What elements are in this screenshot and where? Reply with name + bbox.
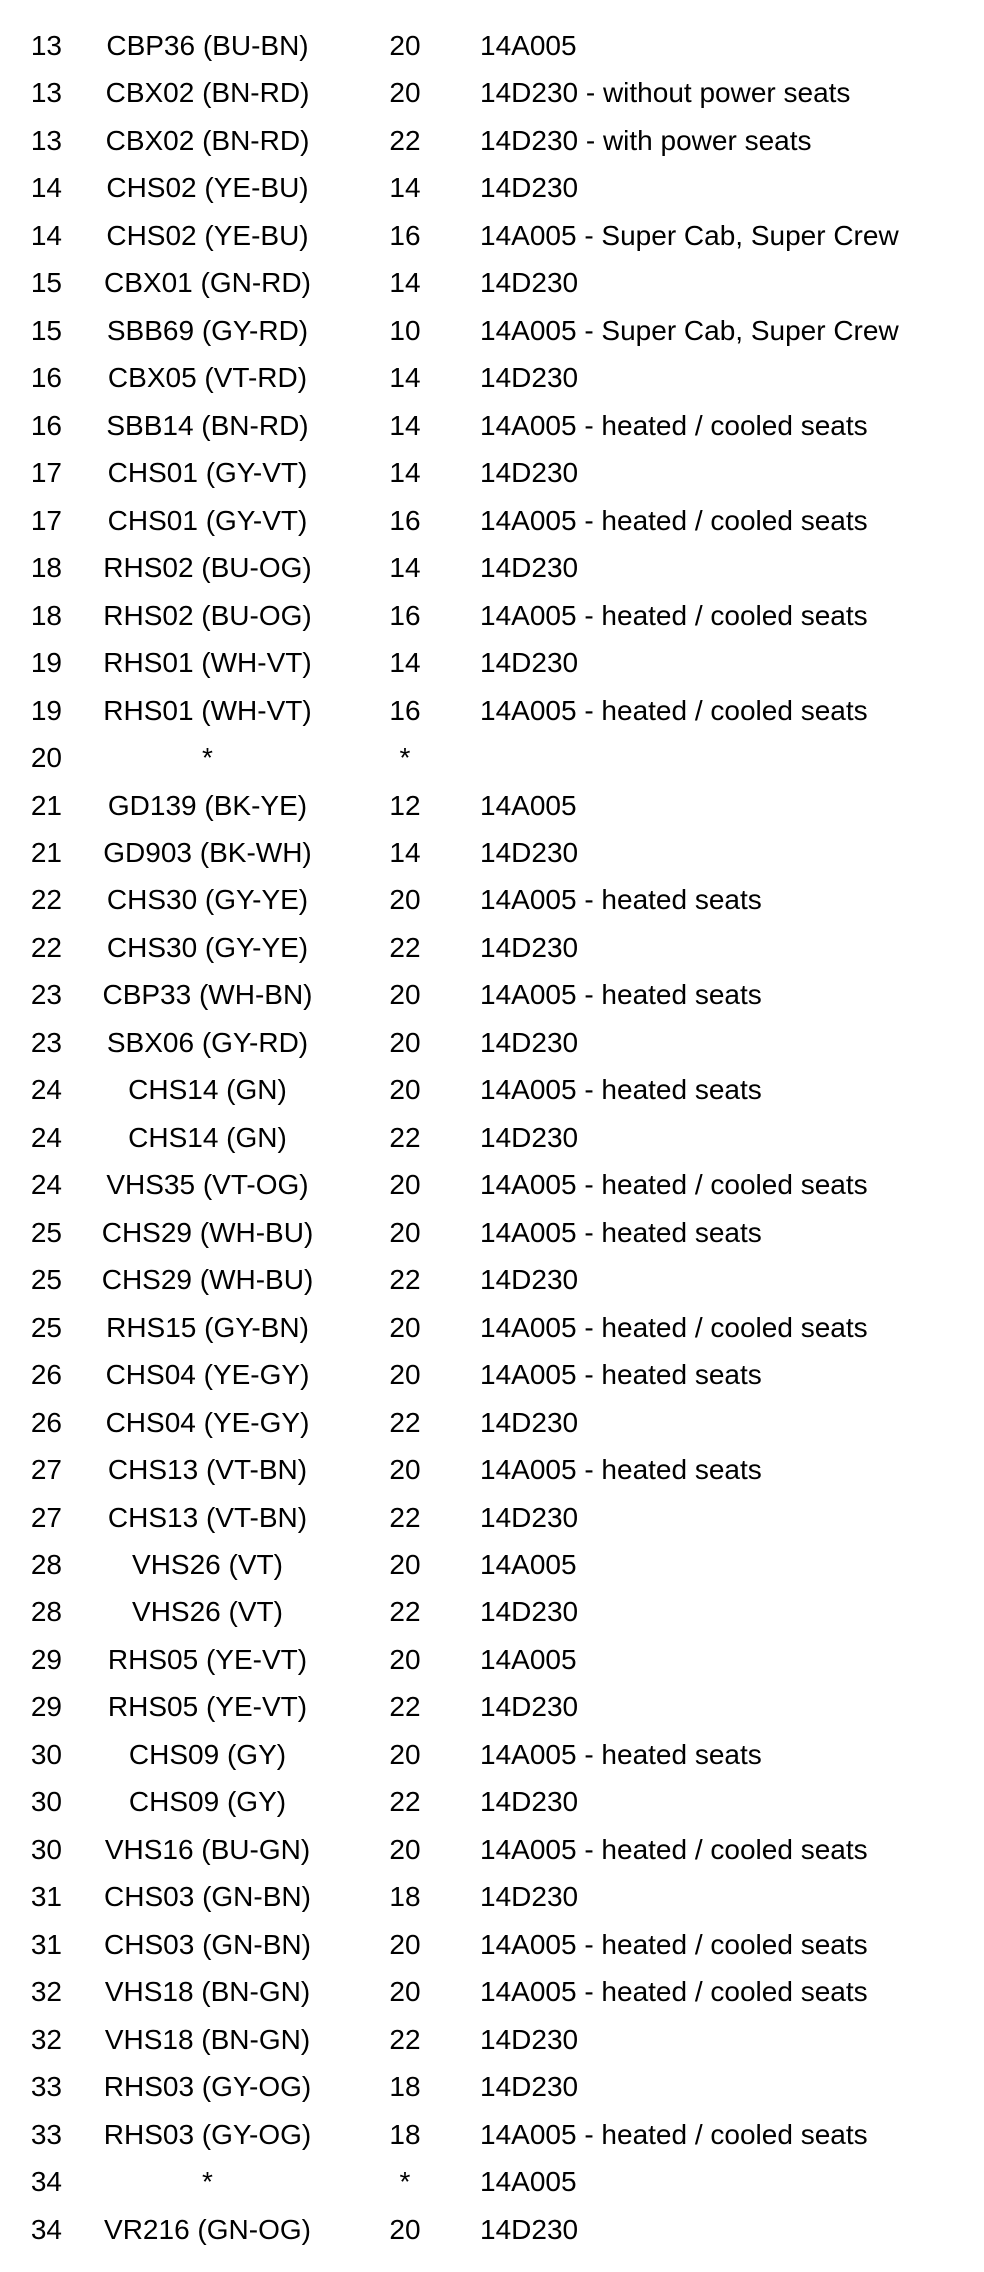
- pin-number-cell: 19: [30, 694, 62, 726]
- wire-gauge-cell: 20: [389, 1549, 421, 1580]
- connector-cell: 14A005 - heated seats: [480, 1074, 762, 1106]
- connector-cell: 14A005 - heated seats: [480, 1738, 762, 1770]
- table-row: [0, 639, 984, 686]
- wire-gauge-cell: 20: [389, 1311, 421, 1343]
- circuit-cell: RHS01 (WH-VT): [103, 694, 312, 726]
- circuit-cell: VHS18 (BN-GN): [104, 1976, 311, 2008]
- circuit-cell: SBB69 (GY-RD): [106, 314, 309, 346]
- table-row: [0, 1256, 984, 1303]
- pin-number-cell: 27: [30, 1501, 62, 1533]
- table-row: [0, 1351, 984, 1398]
- wire-gauge-cell: 22: [389, 1406, 421, 1438]
- wire-gauge-cell: 12: [389, 789, 421, 821]
- table-row: [0, 734, 984, 781]
- pin-number-cell: 24: [30, 1121, 62, 1153]
- connector-cell: 14A005 - heated seats: [480, 1454, 762, 1486]
- pin-number-cell: 28: [30, 1596, 62, 1628]
- table-row: [0, 1683, 984, 1730]
- table-row: [0, 22, 984, 69]
- pin-number-cell: 16: [30, 409, 62, 441]
- table-row: [0, 544, 984, 591]
- wire-gauge-cell: 20: [389, 1074, 421, 1106]
- connector-cell: 14D230: [480, 2213, 579, 2245]
- connector-cell: 14A005 - heated seats: [480, 884, 762, 916]
- connector-cell: 14D230: [480, 457, 579, 489]
- wire-gauge-cell: 18: [389, 1881, 421, 1913]
- table-row: [0, 1209, 984, 1256]
- pin-number-cell: 18: [30, 599, 62, 631]
- circuit-cell: CHS09 (GY): [128, 1786, 287, 1818]
- wire-gauge-cell: 16: [389, 504, 421, 536]
- connector-cell: 14A005 - heated seats: [480, 1359, 762, 1391]
- pin-number-cell: 30: [30, 1738, 62, 1770]
- wire-gauge-cell: 20: [389, 1833, 421, 1865]
- circuit-cell: CHS04 (YE-GY): [105, 1406, 310, 1438]
- wire-gauge-cell: 22: [389, 1264, 421, 1296]
- pin-number-cell: 32: [30, 2023, 62, 2055]
- table-row: [0, 1541, 984, 1588]
- connector-cell: 14D230 - without power seats: [480, 77, 851, 109]
- table-row: [0, 1066, 984, 1113]
- table-row: [0, 592, 984, 639]
- wire-gauge-cell: 22: [389, 1786, 421, 1818]
- circuit-cell: VHS16 (BU-GN): [104, 1833, 311, 1865]
- circuit-cell: CHS30 (GY-YE): [106, 884, 309, 916]
- pin-number-cell: 27: [30, 1454, 62, 1486]
- circuit-cell: CHS13 (VT-BN): [107, 1501, 308, 1533]
- pin-number-cell: 33: [30, 2118, 62, 2150]
- table-row: [0, 1114, 984, 1161]
- pin-number-cell: 18: [30, 552, 62, 584]
- pin-number-cell: 25: [30, 1311, 62, 1343]
- circuit-cell: RHS02 (BU-OG): [103, 552, 312, 584]
- connector-cell: 14A005: [480, 2166, 577, 2198]
- table-row: [0, 1588, 984, 1635]
- connector-cell: 14D230: [480, 1121, 579, 1153]
- circuit-cell: CHS30 (GY-YE): [106, 931, 309, 963]
- wire-gauge-cell: 20: [389, 1359, 421, 1391]
- table-row: [0, 1494, 984, 1541]
- table-row: [0, 1161, 984, 1208]
- pin-number-cell: 15: [30, 267, 62, 299]
- pin-number-cell: 31: [30, 1928, 62, 1960]
- pin-number-cell: 29: [30, 1643, 62, 1675]
- circuit-cell: RHS15 (GY-BN): [106, 1311, 309, 1343]
- connector-cell: 14D230: [480, 1596, 579, 1628]
- table-row: [0, 782, 984, 829]
- table-row: [0, 449, 984, 496]
- circuit-cell: CHS13 (VT-BN): [107, 1454, 308, 1486]
- wire-gauge-cell: 22: [389, 1691, 421, 1723]
- table-row: [0, 117, 984, 164]
- table-row: [0, 402, 984, 449]
- connector-cell: 14D230: [480, 267, 579, 299]
- circuit-cell: *: [202, 742, 213, 774]
- table-row: [0, 1826, 984, 1873]
- circuit-cell: *: [202, 2166, 213, 2198]
- table-row: [0, 1304, 984, 1351]
- table-row: [0, 876, 984, 923]
- circuit-cell: VHS18 (BN-GN): [104, 2023, 311, 2055]
- connector-cell: 14D230: [480, 1691, 579, 1723]
- circuit-cell: CHS01 (GY-VT): [107, 504, 308, 536]
- pin-number-cell: 14: [30, 219, 62, 251]
- wire-gauge-cell: 22: [389, 1596, 421, 1628]
- wire-gauge-cell: 20: [389, 1216, 421, 1248]
- wire-gauge-cell: 20: [389, 30, 421, 61]
- connector-cell: 14D230 - with power seats: [480, 124, 812, 156]
- connector-cell: 14A005: [480, 30, 577, 61]
- table-row: [0, 1968, 984, 2015]
- connector-cell: 14A005 - heated / cooled seats: [480, 1928, 868, 1960]
- table-row: [0, 212, 984, 259]
- wire-gauge-cell: 20: [389, 1738, 421, 1770]
- pin-number-cell: 19: [30, 647, 62, 679]
- connector-cell: 14D230: [480, 1026, 579, 1058]
- wire-gauge-cell: *: [399, 2166, 411, 2198]
- table-row: [0, 497, 984, 544]
- wire-gauge-cell: 14: [389, 647, 421, 679]
- wire-gauge-cell: 14: [389, 836, 421, 868]
- connector-cell: 14A005 - Super Cab, Super Crew: [480, 219, 899, 251]
- connector-cell: 14A005 - heated seats: [480, 1216, 762, 1248]
- wire-gauge-cell: 14: [389, 172, 421, 204]
- wire-gauge-cell: 16: [389, 219, 421, 251]
- connector-cell: 14D230: [480, 362, 579, 394]
- wire-gauge-cell: 22: [389, 124, 421, 156]
- pin-number-cell: 28: [30, 1549, 62, 1580]
- wire-gauge-cell: 16: [389, 599, 421, 631]
- pin-number-cell: 30: [30, 1786, 62, 1818]
- table-row: [0, 971, 984, 1018]
- table-row: [0, 1873, 984, 1920]
- circuit-cell: CHS29 (WH-BU): [101, 1264, 314, 1296]
- circuit-cell: RHS01 (WH-VT): [103, 647, 312, 679]
- connector-cell: 14D230: [480, 1406, 579, 1438]
- circuit-cell: CBX05 (VT-RD): [107, 362, 308, 394]
- connector-cell: 14A005 - heated / cooled seats: [480, 2118, 868, 2150]
- connector-cell: 14D230: [480, 1501, 579, 1533]
- pin-number-cell: 20: [30, 742, 62, 774]
- connector-cell: 14A005 - heated / cooled seats: [480, 1169, 868, 1201]
- circuit-cell: VHS35 (VT-OG): [106, 1169, 309, 1201]
- wire-gauge-cell: 20: [389, 1643, 421, 1675]
- circuit-cell: SBX06 (GY-RD): [106, 1026, 309, 1058]
- connector-cell: 14D230: [480, 647, 579, 679]
- pin-number-cell: 17: [30, 457, 62, 489]
- table-row: [0, 354, 984, 401]
- circuit-cell: RHS05 (YE-VT): [107, 1643, 308, 1675]
- connector-cell: 14A005 - heated / cooled seats: [480, 409, 868, 441]
- pin-number-cell: 33: [30, 2071, 62, 2103]
- circuit-cell: CHS14 (GN): [128, 1121, 287, 1153]
- circuit-cell: CHS01 (GY-VT): [107, 457, 308, 489]
- table-row: [0, 2206, 984, 2253]
- circuit-cell: RHS03 (GY-OG): [103, 2118, 312, 2150]
- connector-cell: 14D230: [480, 1786, 579, 1818]
- circuit-cell: CHS03 (GN-BN): [104, 1928, 311, 1960]
- wire-gauge-cell: 14: [389, 267, 421, 299]
- table-row: [0, 1921, 984, 1968]
- table-row: [0, 307, 984, 354]
- pin-number-cell: 15: [30, 314, 62, 346]
- wire-gauge-cell: 20: [389, 1454, 421, 1486]
- wire-gauge-cell: 22: [389, 1501, 421, 1533]
- table-row: [0, 259, 984, 306]
- circuit-cell: CHS02 (YE-BU): [106, 219, 309, 251]
- connector-cell: 14A005 - heated / cooled seats: [480, 694, 868, 726]
- connector-cell: 14A005 - heated / cooled seats: [480, 1976, 868, 2008]
- connector-cell: 14D230: [480, 1264, 579, 1296]
- pin-number-cell: 14: [30, 172, 62, 204]
- table-row: [0, 924, 984, 971]
- circuit-cell: CHS09 (GY): [128, 1738, 287, 1770]
- connector-cell: 14A005 - heated / cooled seats: [480, 1833, 868, 1865]
- connector-cell: 14D230: [480, 552, 579, 584]
- wire-gauge-cell: 18: [389, 2118, 421, 2150]
- circuit-cell: CBX02 (BN-RD): [105, 77, 310, 109]
- pin-number-cell: 30: [30, 1833, 62, 1865]
- pin-number-cell: 13: [30, 30, 62, 61]
- wire-gauge-cell: 20: [389, 979, 421, 1011]
- table-row: [0, 164, 984, 211]
- circuit-cell: CBX01 (GN-RD): [104, 267, 311, 299]
- pin-number-cell: 34: [30, 2213, 62, 2245]
- circuit-cell: RHS03 (GY-OG): [103, 2071, 312, 2103]
- pin-number-cell: 17: [30, 504, 62, 536]
- table-row: [0, 69, 984, 116]
- wire-gauge-cell: 14: [389, 457, 421, 489]
- circuit-cell: RHS02 (BU-OG): [103, 599, 312, 631]
- table-row: [0, 2016, 984, 2063]
- wire-gauge-cell: 20: [389, 1976, 421, 2008]
- pin-number-cell: 32: [30, 1976, 62, 2008]
- circuit-cell: CBP33 (WH-BN): [102, 979, 313, 1011]
- circuit-cell: SBB14 (BN-RD): [106, 409, 309, 441]
- circuit-cell: CHS29 (WH-BU): [101, 1216, 314, 1248]
- wire-gauge-cell: 20: [389, 1928, 421, 1960]
- connector-cell: 14D230: [480, 172, 579, 204]
- wire-gauge-cell: 20: [389, 884, 421, 916]
- circuit-cell: VHS26 (VT): [132, 1596, 283, 1628]
- connector-cell: 14A005 - heated / cooled seats: [480, 599, 868, 631]
- wire-gauge-cell: 10: [389, 314, 421, 346]
- connector-cell: 14D230: [480, 2023, 579, 2055]
- pin-number-cell: 16: [30, 362, 62, 394]
- table-row: [0, 1446, 984, 1493]
- table-row: [0, 2111, 984, 2158]
- connector-cell: 14D230: [480, 836, 579, 868]
- pin-number-cell: 22: [30, 884, 62, 916]
- wire-gauge-cell: 22: [389, 2023, 421, 2055]
- pin-number-cell: 13: [30, 124, 62, 156]
- table-row: [0, 2158, 984, 2205]
- circuit-cell: GD903 (BK-WH): [103, 836, 312, 868]
- pin-number-cell: 21: [30, 836, 62, 868]
- circuit-cell: CBX02 (BN-RD): [105, 124, 310, 156]
- pinout-table: [0, 22, 984, 2253]
- pin-number-cell: 29: [30, 1691, 62, 1723]
- pin-number-cell: 26: [30, 1406, 62, 1438]
- wire-gauge-cell: 22: [389, 931, 421, 963]
- table-row: [0, 1731, 984, 1778]
- pin-number-cell: 22: [30, 931, 62, 963]
- table-row: [0, 1778, 984, 1825]
- circuit-cell: CHS02 (YE-BU): [106, 172, 309, 204]
- pin-number-cell: 23: [30, 979, 62, 1011]
- table-row: [0, 1399, 984, 1446]
- wire-gauge-cell: 14: [389, 362, 421, 394]
- table-row: [0, 1636, 984, 1683]
- connector-cell: 14A005: [480, 1549, 577, 1580]
- connector-cell: 14A005: [480, 789, 577, 821]
- wire-gauge-cell: 20: [389, 1169, 421, 1201]
- circuit-cell: CHS14 (GN): [128, 1074, 287, 1106]
- pin-number-cell: 21: [30, 789, 62, 821]
- pin-number-cell: 25: [30, 1264, 62, 1296]
- pin-number-cell: 31: [30, 1881, 62, 1913]
- wire-gauge-cell: *: [399, 742, 411, 774]
- table-row: [0, 829, 984, 876]
- connector-cell: 14A005 - heated / cooled seats: [480, 1311, 868, 1343]
- circuit-cell: CHS04 (YE-GY): [105, 1359, 310, 1391]
- connector-cell: 14A005 - Super Cab, Super Crew: [480, 314, 899, 346]
- table-row: [0, 1019, 984, 1066]
- connector-cell: 14D230: [480, 931, 579, 963]
- circuit-cell: VHS26 (VT): [132, 1549, 283, 1580]
- pin-number-cell: 24: [30, 1169, 62, 1201]
- wire-gauge-cell: 20: [389, 77, 421, 109]
- wire-gauge-cell: 20: [389, 1026, 421, 1058]
- pin-number-cell: 24: [30, 1074, 62, 1106]
- wire-gauge-cell: 14: [389, 409, 421, 441]
- wire-gauge-cell: 20: [389, 2213, 421, 2245]
- pin-number-cell: 26: [30, 1359, 62, 1391]
- circuit-cell: RHS05 (YE-VT): [107, 1691, 308, 1723]
- table-row: [0, 2063, 984, 2110]
- connector-cell: 14D230: [480, 1881, 579, 1913]
- pin-number-cell: 23: [30, 1026, 62, 1058]
- wire-gauge-cell: 14: [389, 552, 421, 584]
- circuit-cell: VR216 (GN-OG): [104, 2213, 311, 2245]
- wire-gauge-cell: 16: [389, 694, 421, 726]
- connector-cell: 14D230: [480, 2071, 579, 2103]
- connector-cell: 14A005: [480, 1643, 577, 1675]
- circuit-cell: CBP36 (BU-BN): [106, 30, 309, 61]
- connector-cell: 14A005 - heated seats: [480, 979, 762, 1011]
- wire-gauge-cell: 22: [389, 1121, 421, 1153]
- wire-gauge-cell: 18: [389, 2071, 421, 2103]
- pin-number-cell: 13: [30, 77, 62, 109]
- pin-number-cell: 34: [30, 2166, 62, 2198]
- pin-number-cell: 25: [30, 1216, 62, 1248]
- circuit-cell: CHS03 (GN-BN): [104, 1881, 311, 1913]
- connector-cell: 14A005 - heated / cooled seats: [480, 504, 868, 536]
- table-row: [0, 687, 984, 734]
- circuit-cell: GD139 (BK-YE): [107, 789, 308, 821]
